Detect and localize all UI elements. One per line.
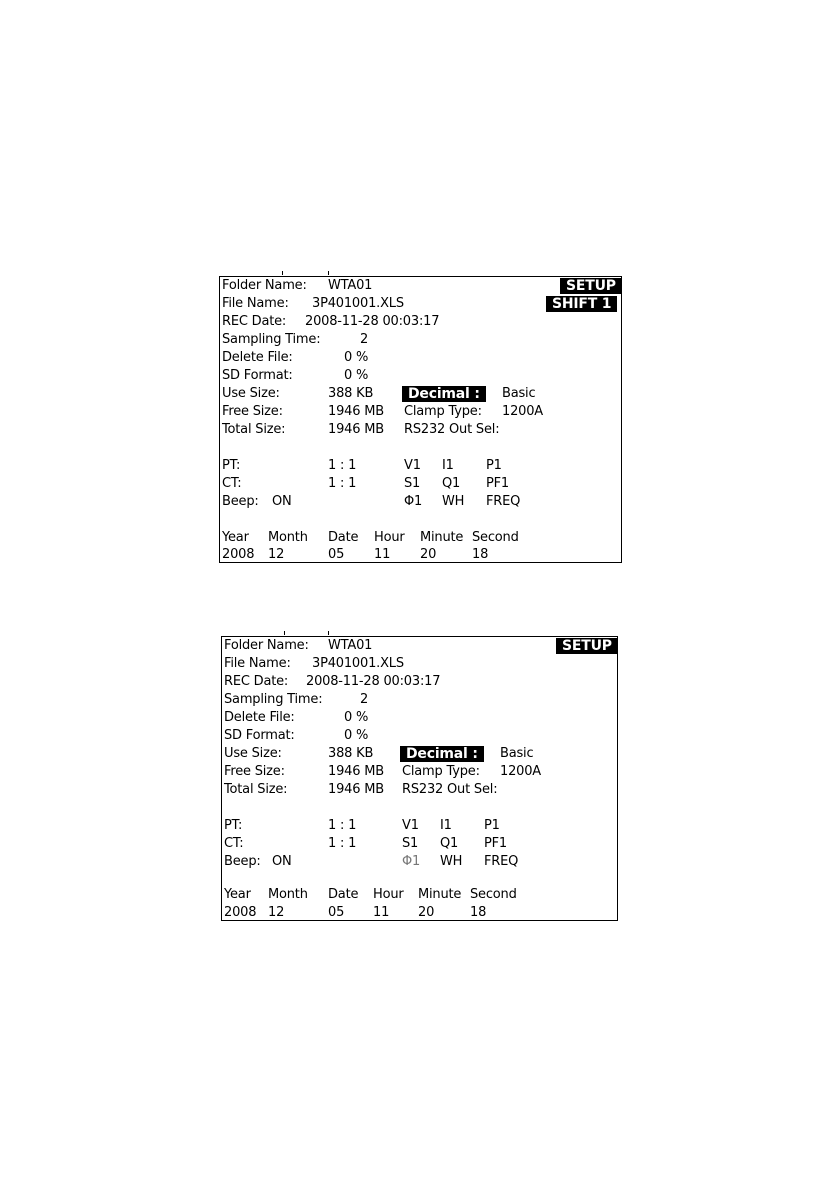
month-value[interactable]: 12 [268,905,285,920]
setup-badge: SETUP [560,278,622,294]
rs232-option-p1[interactable]: P1 [486,458,502,473]
minute-header: Minute [418,887,462,902]
rec-date-label: REC Date: [224,674,289,689]
rs232-option-q1[interactable]: Q1 [440,836,459,851]
decimal-value[interactable]: Basic [502,386,536,401]
hour-value[interactable]: 11 [373,905,390,920]
folder-name-label: Folder Name: [222,278,307,293]
rs232-option-pf1[interactable]: PF1 [484,836,507,851]
sampling-time-value[interactable]: 2 [360,332,369,347]
rs232-out-sel-label: RS232 Out Sel: [404,422,500,437]
file-name-label: File Name: [222,296,289,311]
month-header: Month [268,887,308,902]
beep-label: Beep: [224,854,261,869]
rs232-option-v1[interactable]: V1 [402,818,419,833]
free-size-label: Free Size: [222,404,283,419]
decimal-value[interactable]: Basic [500,746,534,761]
decimal-label: Decimal : [400,746,484,762]
top-tick-mark [328,271,329,275]
minute-value[interactable]: 20 [418,905,435,920]
setup-screen-1 [219,276,622,563]
rs232-option-s1[interactable]: S1 [404,476,421,491]
date-value[interactable]: 05 [328,905,345,920]
second-value[interactable]: 18 [470,905,487,920]
rs232-option-s1[interactable]: S1 [402,836,419,851]
date-header: Date [328,887,359,902]
delete-file-value[interactable]: 0 % [344,710,369,725]
month-header: Month [268,530,308,545]
ct-label: CT: [222,476,242,491]
year-value[interactable]: 2008 [224,905,257,920]
total-size-label: Total Size: [224,782,288,797]
total-size-value: 1946 MB [328,782,384,797]
beep-value[interactable]: ON [272,494,292,509]
ct-value[interactable]: 1 : 1 [328,476,357,491]
rs232-option-phi1[interactable]: Φ1 [402,854,421,869]
shift-badge: SHIFT 1 [546,296,617,312]
clamp-type-value[interactable]: 1200A [500,764,541,779]
rs232-option-freq[interactable]: FREQ [484,854,519,869]
pt-value[interactable]: 1 : 1 [328,458,357,473]
top-tick-mark [328,631,329,635]
clamp-type-value[interactable]: 1200A [502,404,543,419]
rs232-option-i1[interactable]: I1 [440,818,452,833]
year-header: Year [224,887,251,902]
total-size-label: Total Size: [222,422,286,437]
use-size-value: 388 KB [328,386,374,401]
pt-label: PT: [224,818,243,833]
file-name-value[interactable]: 3P401001.XLS [312,296,404,311]
setup-badge: SETUP [556,638,618,654]
year-value[interactable]: 2008 [222,547,255,562]
rec-date-value[interactable]: 2008-11-28 00:03:17 [305,314,440,329]
sampling-time-value[interactable]: 2 [360,692,369,707]
ct-label: CT: [224,836,244,851]
decimal-label: Decimal : [402,386,486,402]
sd-format-label: SD Format: [224,728,295,743]
rec-date-label: REC Date: [222,314,287,329]
folder-name-value[interactable]: WTA01 [328,278,373,293]
setup-screen-2 [221,636,618,921]
rs232-option-pf1[interactable]: PF1 [486,476,509,491]
ct-value[interactable]: 1 : 1 [328,836,357,851]
rs232-option-p1[interactable]: P1 [484,818,500,833]
clamp-type-label: Clamp Type: [402,764,480,779]
sampling-time-label: Sampling Time: [224,692,323,707]
top-tick-mark [284,631,285,635]
second-header: Second [472,530,519,545]
sampling-time-label: Sampling Time: [222,332,321,347]
minute-header: Minute [420,530,464,545]
pt-label: PT: [222,458,241,473]
beep-label: Beep: [222,494,259,509]
rs232-option-v1[interactable]: V1 [404,458,421,473]
month-value[interactable]: 12 [268,547,285,562]
minute-value[interactable]: 20 [420,547,437,562]
clamp-type-label: Clamp Type: [404,404,482,419]
top-tick-mark [282,271,283,275]
hour-header: Hour [373,887,404,902]
delete-file-label: Delete File: [224,710,295,725]
rs232-option-wh[interactable]: WH [440,854,463,869]
use-size-label: Use Size: [224,746,282,761]
hour-value[interactable]: 11 [374,547,391,562]
sd-format-value[interactable]: 0 % [344,368,369,383]
use-size-value: 388 KB [328,746,374,761]
folder-name-label: Folder Name: [224,638,309,653]
second-header: Second [470,887,517,902]
free-size-label: Free Size: [224,764,285,779]
rs232-option-phi1[interactable]: Φ1 [404,494,423,509]
total-size-value: 1946 MB [328,422,384,437]
rec-date-value[interactable]: 2008-11-28 00:03:17 [306,674,441,689]
date-value[interactable]: 05 [328,547,345,562]
rs232-option-q1[interactable]: Q1 [442,476,461,491]
folder-name-value[interactable]: WTA01 [328,638,373,653]
delete-file-label: Delete File: [222,350,293,365]
delete-file-value[interactable]: 0 % [344,350,369,365]
sd-format-label: SD Format: [222,368,293,383]
rs232-option-freq[interactable]: FREQ [486,494,521,509]
hour-header: Hour [374,530,405,545]
free-size-value: 1946 MB [328,764,384,779]
beep-value[interactable]: ON [272,854,292,869]
year-header: Year [222,530,249,545]
second-value[interactable]: 18 [472,547,489,562]
file-name-label: File Name: [224,656,291,671]
file-name-value[interactable]: 3P401001.XLS [312,656,404,671]
use-size-label: Use Size: [222,386,280,401]
rs232-out-sel-label: RS232 Out Sel: [402,782,498,797]
free-size-value: 1946 MB [328,404,384,419]
pt-value[interactable]: 1 : 1 [328,818,357,833]
sd-format-value[interactable]: 0 % [344,728,369,743]
rs232-option-i1[interactable]: I1 [442,458,454,473]
date-header: Date [328,530,359,545]
rs232-option-wh[interactable]: WH [442,494,465,509]
